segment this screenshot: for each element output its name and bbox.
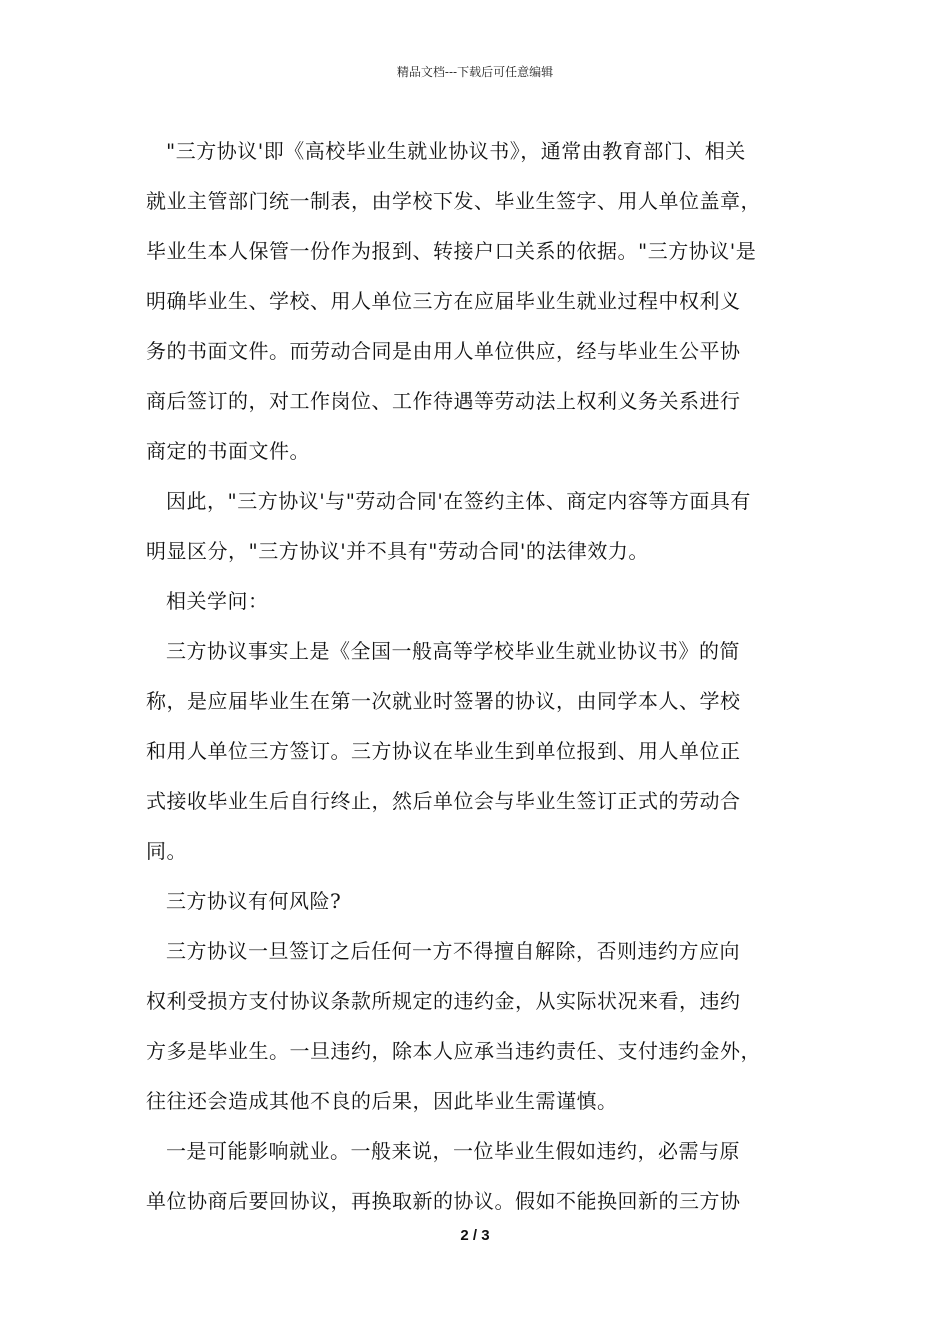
page-header: 精品文档---下载后可任意编辑 [396, 65, 554, 79]
text-line: 一是可能影响就业。一般来说，一位毕业生假如违约，必需与原 [166, 1139, 740, 1163]
text-line: 三方协议事实上是《全国一般高等学校毕业生就业协议书》的简 [166, 639, 740, 663]
text-line: 三方协议一旦签订之后任何一方不得擅自解除，否则违约方应向 [166, 939, 740, 963]
paragraph-breach [146, 926, 806, 1126]
text-line: 明确毕业生、学校、用人单位三方在应届毕业生就业过程中权利义 [146, 289, 741, 313]
paragraph-full-name [146, 626, 806, 876]
section-heading-risks [146, 876, 806, 926]
text-line: 称，是应届毕业生在第一次就业时签署的协议，由同学本人、学校 [146, 689, 741, 713]
text-line: "三方协议'即《高校毕业生就业协议书》，通常由教育部门、相关 [166, 139, 746, 163]
text-line: 毕业生本人保管一份作为报到、转接户口关系的依据。"三方协议'是 [146, 239, 757, 263]
page-number: 2 / 3 [460, 1227, 490, 1244]
text-line: 商后签订的，对工作岗位、工作待遇等劳动法上权利义务关系进行 [146, 389, 741, 413]
text-line: 商定的书面文件。 [146, 439, 310, 463]
text-line: 三方协议有何风险? [166, 889, 342, 913]
text-line: 方多是毕业生。一旦违约，除本人应承当违约责任、支付违约金外， [146, 1039, 761, 1063]
text-line: 往往还会造成其他不良的后果，因此毕业生需谨慎。 [146, 1089, 618, 1113]
paragraph-employment-impact [146, 1126, 806, 1226]
text-line: 相关学问： [166, 589, 269, 613]
text-line: 因此，"三方协议'与"劳动合同'在签约主体、商定内容等方面具有 [166, 489, 751, 513]
text-line: 明显区分，"三方协议'并不具有"劳动合同'的法律效力。 [146, 539, 649, 563]
section-heading-related-knowledge [146, 576, 806, 626]
document-body [146, 126, 806, 1226]
text-line: 式接收毕业生后自行终止，然后单位会与毕业生签订正式的劳动合 [146, 789, 741, 813]
text-line: 同。 [146, 839, 187, 863]
paragraph-distinction [146, 476, 806, 576]
text-line: 就业主管部门统一制表，由学校下发、毕业生签字、用人单位盖章， [146, 189, 761, 213]
text-line: 务的书面文件。而劳动合同是由用人单位供应，经与毕业生公平协 [146, 339, 741, 363]
paragraph-tripartite-definition [146, 126, 806, 476]
text-line: 单位协商后要回协议，再换取新的协议。假如不能换回新的三方协 [146, 1189, 741, 1213]
text-line: 权利受损方支付协议条款所规定的违约金，从实际状况来看，违约 [146, 989, 741, 1013]
text-line: 和用人单位三方签订。三方协议在毕业生到单位报到、用人单位正 [146, 739, 741, 763]
